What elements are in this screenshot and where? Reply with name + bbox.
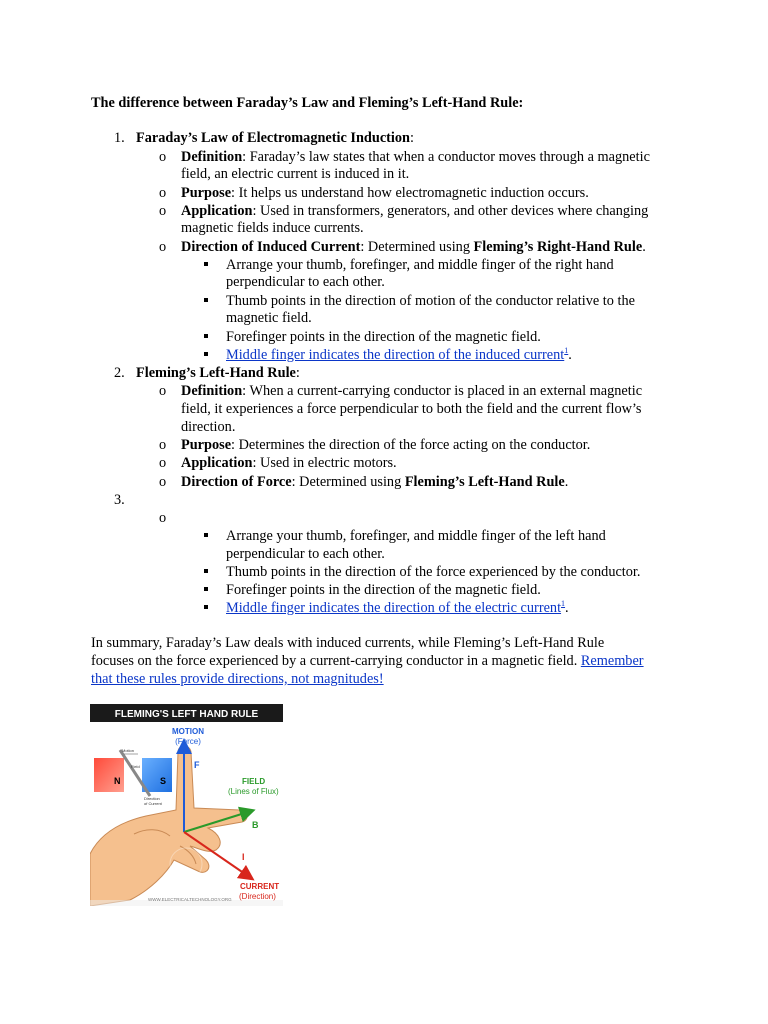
fleming-definition-cont: field, it experiences a force perpendicular to both the field and the current flow’s (181, 401, 642, 417)
fleming-definition-cont2: direction. (181, 419, 236, 435)
square-bullet (204, 352, 208, 356)
definition-label: Definition (181, 383, 243, 399)
direction-label: Direction of Force (181, 474, 292, 490)
purpose-text: : It helps us understand how electromagnetic induction occurs. (231, 185, 589, 201)
footnote-ref[interactable]: 1 (564, 346, 569, 355)
square-bullet (204, 569, 208, 573)
definition-label: Definition (181, 149, 243, 165)
faraday-direction: Direction of Induced Current: Determined using Fleming’s Right-Hand Rule. (181, 239, 646, 255)
faraday-bullet-2-cont: magnetic field. (226, 310, 312, 326)
faraday-application (181, 202, 648, 220)
right-hand-rule-name: Fleming’s Right-Hand Rule (473, 239, 643, 255)
definition-text: : When a current-carrying conductor is placed in an external magnetic (242, 383, 643, 399)
summary-line-3 (91, 670, 384, 688)
faraday-application-cont: magnetic fields induce currents. (181, 220, 364, 236)
electric-current-link[interactable]: Middle finger indicates the direction of the electric current (226, 600, 562, 616)
remember-link[interactable]: Remember (580, 653, 644, 669)
current-i-letter: I (242, 852, 245, 862)
square-bullet (204, 334, 208, 338)
direction-text: : Determined using (360, 239, 474, 255)
figure-title: FLEMING'S LEFT HAND RULE (114, 709, 259, 720)
list-number-3: 3. (114, 492, 125, 508)
induced-current-link[interactable]: Middle finger indicates the direction of the induced current (226, 347, 565, 363)
faraday-purpose (181, 184, 589, 202)
fleming-application (181, 454, 397, 472)
circle-bullet: o (159, 239, 167, 255)
fleming-definition (181, 382, 642, 400)
summary-text: focuses on the force experienced by a current-carrying conductor in a magnetic field. (91, 653, 581, 669)
fleming-purpose (181, 436, 590, 454)
circle-bullet: o (159, 203, 167, 219)
flemings-left-hand-rule-figure (90, 704, 283, 906)
purpose-label: Purpose (181, 185, 232, 201)
fleming-bullet-1: Arrange your thumb, forefinger, and middle finger of the left hand (226, 528, 606, 544)
direction-label: Direction of Induced Current (181, 239, 361, 255)
fleming-bullet-3: Forefinger points in the direction of the magnetic field. (226, 582, 541, 598)
motion-sub-label: (Force) (175, 737, 201, 746)
faraday-bullet-1-cont: perpendicular to each other. (226, 274, 385, 290)
summary-line-1: In summary, Faraday’s Law deals with induced currents, while Fleming’s Left-Hand Rule (91, 635, 605, 651)
circle-bullet: o (159, 185, 167, 201)
square-bullet (204, 298, 208, 302)
fleming-title-line: Fleming’s Left-Hand Rule: (136, 365, 300, 381)
square-bullet (204, 262, 208, 266)
application-label: Application (181, 203, 253, 219)
application-text: : Used in transformers, generators, and other devices where changing (252, 203, 649, 219)
magnet-n-label: N (114, 776, 121, 786)
list-number-1: 1. (114, 130, 125, 146)
magnet-south (142, 758, 172, 792)
magnet-s-label: S (160, 776, 167, 786)
figure-watermark: WWW.ELECTRICALTECHNOLOGY.ORG (148, 897, 232, 902)
document-heading: The difference between Faraday’s Law and Fleming’s Left-Hand Rule: (91, 95, 524, 111)
square-bullet (204, 533, 208, 537)
small-field-label: Field (131, 764, 140, 769)
figure-svg (90, 704, 283, 906)
faraday-bullet-3: Forefinger points in the direction of the magnetic field. (226, 329, 541, 345)
circle-bullet: o (159, 455, 167, 471)
purpose-text: : Determines the direction of the force acting on the conductor. (231, 437, 591, 453)
faraday-title: Faraday’s Law of Electromagnetic Induction (136, 130, 411, 146)
circle-bullet: o (159, 149, 167, 165)
circle-bullet: o (159, 510, 167, 526)
field-b-letter: B (252, 820, 259, 830)
square-bullet (204, 605, 208, 609)
fleming-bullet-1-cont: perpendicular to each other. (226, 546, 385, 562)
direction-text: : Determined using (291, 474, 405, 490)
faraday-definition (181, 148, 650, 166)
field-sub-label: (Lines of Flux) (228, 787, 279, 796)
magnet-north (94, 758, 124, 792)
faraday-bullet-4: Middle finger indicates the direction of the induced current$^1$. (226, 346, 572, 363)
force-f-letter: F (194, 760, 200, 770)
current-label: CURRENT (240, 882, 280, 891)
faraday-title-line: Faraday’s Law of Electromagnetic Induction: (136, 130, 414, 146)
field-label: FIELD (242, 777, 266, 786)
motion-label: MOTION (172, 727, 204, 736)
summary-line-2 (91, 652, 644, 670)
faraday-bullet-2: Thumb points in the direction of motion of the conductor relative to the (226, 293, 635, 309)
definition-text: : Faraday’s law states that when a conductor moves through a magnetic (242, 149, 650, 165)
small-direction-label: Direction (144, 796, 160, 801)
application-text: : Used in electric motors. (252, 455, 397, 471)
faraday-bullet-1: Arrange your thumb, forefinger, and middle finger of the right hand (226, 257, 614, 273)
square-bullet (204, 587, 208, 591)
remember-link-cont[interactable]: that these rules provide directions, not magnitudes! (91, 671, 384, 687)
small-of-current-label: of Current (144, 801, 162, 806)
current-sub-label: (Direction) (239, 892, 276, 901)
circle-bullet: o (159, 474, 167, 490)
application-label: Application (181, 455, 253, 471)
circle-bullet: o (159, 383, 167, 399)
purpose-label: Purpose (181, 437, 232, 453)
faraday-definition-cont: field, an electric current is induced in it. (181, 166, 410, 182)
fleming-bullet-4: Middle finger indicates the direction of the electric current$^1$. (226, 599, 569, 616)
fleming-direction: Direction of Force: Determined using Fleming’s Left-Hand Rule. (181, 474, 569, 490)
fleming-bullet-2: Thumb points in the direction of the force experienced by the conductor. (226, 564, 641, 580)
fleming-title: Fleming’s Left-Hand Rule (136, 365, 296, 381)
circle-bullet: o (159, 437, 167, 453)
list-number-2: 2. (114, 365, 125, 381)
left-hand-rule-name: Fleming’s Left-Hand Rule (404, 474, 565, 490)
footnote-ref[interactable]: 1 (561, 599, 566, 608)
small-motion-label: Motion (122, 748, 135, 753)
